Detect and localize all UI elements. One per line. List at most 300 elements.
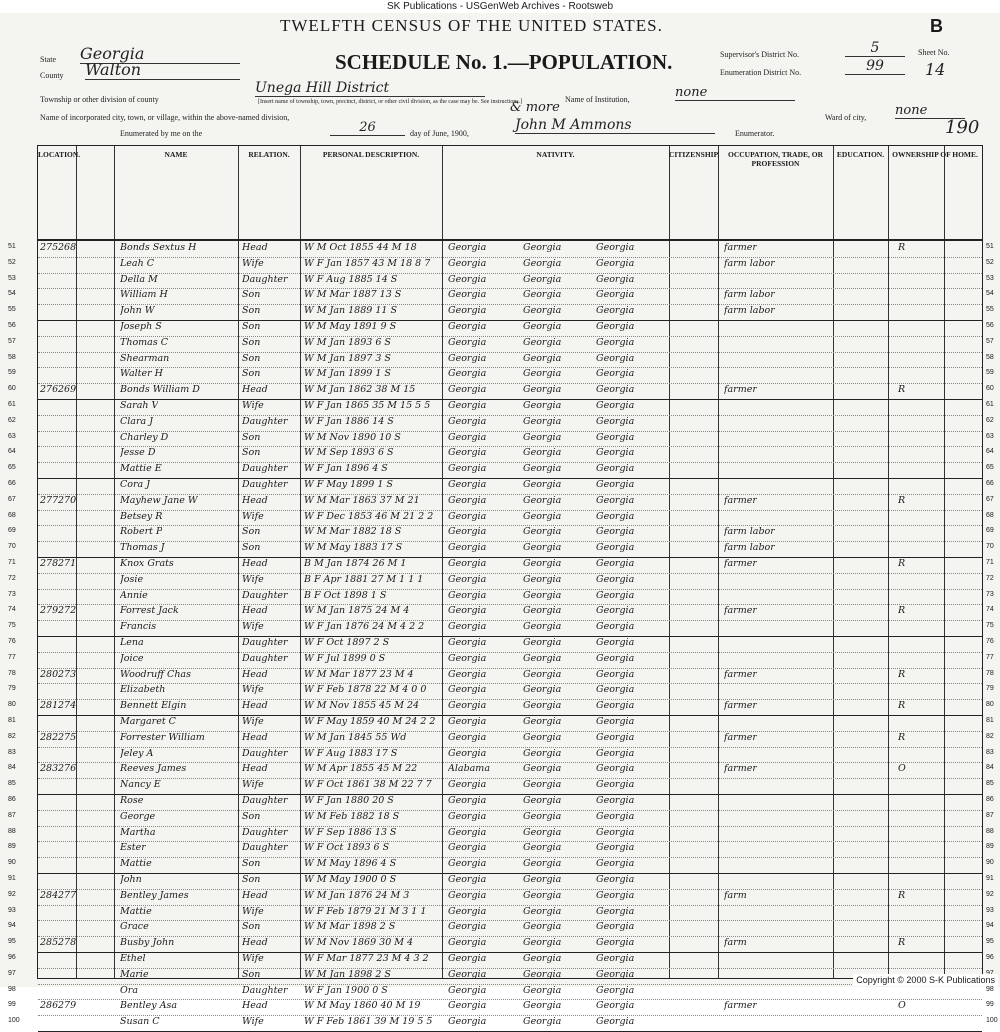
personal-description: W F Jan 1886 14 S xyxy=(304,415,394,427)
line-number: 90 xyxy=(8,859,16,867)
line-number: 64 xyxy=(8,448,16,456)
relation: Wife xyxy=(242,684,264,696)
mother-birthplace: Georgia xyxy=(596,463,635,475)
relation: Wife xyxy=(242,400,264,411)
father-birthplace: Georgia xyxy=(523,905,562,917)
relation: Daughter xyxy=(242,826,288,838)
father-birthplace: Georgia xyxy=(523,605,562,617)
father-birthplace: Georgia xyxy=(523,889,562,901)
line-number-right: 68 xyxy=(986,511,994,519)
birthplace: Georgia xyxy=(448,400,487,411)
state-value: Georgia xyxy=(80,44,240,64)
line-number: 52 xyxy=(8,258,16,266)
table-row xyxy=(8,336,994,352)
line-number-right: 73 xyxy=(986,590,994,598)
birthplace: Georgia xyxy=(448,700,487,712)
table-row xyxy=(8,541,994,557)
table-row xyxy=(8,257,994,273)
father-birthplace: Georgia xyxy=(523,321,562,332)
occupation: farm labor xyxy=(724,305,775,317)
mother-birthplace: Georgia xyxy=(596,747,635,759)
birthplace: Georgia xyxy=(448,321,487,332)
line-number: 59 xyxy=(8,369,16,377)
family-number: 274 xyxy=(58,700,77,712)
personal-description: W M May 1883 17 S xyxy=(304,542,403,554)
census-title: TWELFTH CENSUS OF THE UNITED STATES. xyxy=(280,16,663,35)
family-number: 271 xyxy=(58,558,77,569)
table-row xyxy=(8,920,994,936)
line-number-right: 76 xyxy=(986,638,994,645)
relation: Wife xyxy=(242,905,264,917)
ownership-header: OWNERSHIP OF HOME. xyxy=(892,150,978,159)
relation: Daughter xyxy=(242,479,288,490)
person-name: Thomas C xyxy=(120,336,169,348)
personal-description: W F Oct 1861 38 M 22 7 7 xyxy=(304,779,432,791)
father-birthplace: Georgia xyxy=(523,810,562,822)
personal-description: W F Mar 1877 23 M 4 3 2 xyxy=(304,953,429,964)
mother-birthplace: Georgia xyxy=(596,731,635,743)
birthplace: Georgia xyxy=(448,984,487,996)
mother-birthplace: Georgia xyxy=(596,368,635,380)
relation: Son xyxy=(242,810,261,822)
personal-description: W M Mar 1898 2 S xyxy=(304,921,396,933)
mother-birthplace: Georgia xyxy=(596,858,635,870)
mother-birthplace: Georgia xyxy=(596,842,635,854)
personal-description: W F Jan 1857 43 M 18 8 7 xyxy=(304,257,431,269)
person-name: Knox Grats xyxy=(120,558,174,569)
table-row xyxy=(8,589,994,605)
name-header: NAME xyxy=(164,150,188,159)
birthplace: Georgia xyxy=(448,637,487,648)
relation: Head xyxy=(242,605,268,617)
father-birthplace: Georgia xyxy=(523,637,562,648)
relation: Daughter xyxy=(242,652,288,664)
person-name: Bennett Elgin xyxy=(120,700,187,712)
nativity-header: NATIVITY. xyxy=(536,150,575,159)
relation: Son xyxy=(242,289,261,301)
township-label: Township or other division of county xyxy=(40,95,159,104)
state-label: State xyxy=(40,55,56,64)
mother-birthplace: Georgia xyxy=(596,479,635,490)
person-name: George xyxy=(120,810,156,822)
line-number-right: 92 xyxy=(986,890,994,898)
schedule-title: SCHEDULE No. 1.—POPULATION. xyxy=(335,50,673,74)
mother-birthplace: Georgia xyxy=(596,684,635,696)
personal-description: W M Oct 1855 44 M 18 xyxy=(304,242,417,253)
person-name: Josie xyxy=(120,573,144,585)
father-birthplace: Georgia xyxy=(523,921,562,933)
birthplace: Georgia xyxy=(448,352,487,364)
line-number: 83 xyxy=(8,748,16,756)
father-birthplace: Georgia xyxy=(523,573,562,585)
dwelling-number: 275 xyxy=(40,242,59,253)
line-number: 95 xyxy=(8,938,16,946)
table-row xyxy=(8,352,994,368)
birthplace: Georgia xyxy=(448,242,487,253)
family-number: 269 xyxy=(58,384,77,396)
father-birthplace: Georgia xyxy=(523,463,562,475)
relation: Wife xyxy=(242,779,264,791)
mother-birthplace: Georgia xyxy=(596,589,635,601)
line-number-right: 54 xyxy=(986,290,994,298)
person-name: Ester xyxy=(120,842,146,854)
mother-birthplace: Georgia xyxy=(596,542,635,554)
table-row xyxy=(8,604,994,620)
person-name: Betsey R xyxy=(120,510,163,522)
table-row xyxy=(8,747,994,763)
institution-label: Name of Institution, xyxy=(565,95,630,104)
table-row xyxy=(8,367,994,383)
birthplace: Georgia xyxy=(448,510,487,522)
table-row xyxy=(8,462,994,478)
relation: Son xyxy=(242,305,261,317)
mother-birthplace: Georgia xyxy=(596,257,635,269)
mother-birthplace: Georgia xyxy=(596,889,635,901)
birthplace: Georgia xyxy=(448,336,487,348)
person-name: Joice xyxy=(120,652,144,664)
dwelling-number: 279 xyxy=(40,605,59,617)
father-birthplace: Georgia xyxy=(523,795,562,806)
line-number: 92 xyxy=(8,890,16,898)
father-birthplace: Georgia xyxy=(523,510,562,522)
ward-value: none xyxy=(895,103,965,119)
father-birthplace: Georgia xyxy=(523,1016,562,1028)
relation: Son xyxy=(242,431,261,443)
relation: Son xyxy=(242,921,261,933)
relation: Daughter xyxy=(242,463,288,475)
line-number-right: 100 xyxy=(986,1017,998,1025)
father-birthplace: Georgia xyxy=(523,747,562,759)
father-birthplace: Georgia xyxy=(523,447,562,459)
birthplace: Georgia xyxy=(448,937,487,949)
birthplace: Georgia xyxy=(448,795,487,806)
birthplace: Georgia xyxy=(448,431,487,443)
table-row xyxy=(8,762,994,778)
personal-description: W F Oct 1897 2 S xyxy=(304,637,390,648)
relation: Head xyxy=(242,668,268,680)
line-number-right: 79 xyxy=(986,685,994,693)
person-name: William H xyxy=(120,289,168,301)
birthplace: Georgia xyxy=(448,684,487,696)
line-number: 81 xyxy=(8,717,16,724)
relation: Head xyxy=(242,494,268,506)
table-row xyxy=(8,715,994,731)
sheet-no-value: 14 xyxy=(925,60,946,79)
personal-description: W M Jan 1898 2 S xyxy=(304,968,391,980)
table-row xyxy=(8,241,994,257)
mother-birthplace: Georgia xyxy=(596,1016,635,1028)
birthplace: Alabama xyxy=(448,763,490,775)
personal-description: B M Jan 1874 26 M 1 xyxy=(304,558,407,569)
birthplace: Georgia xyxy=(448,731,487,743)
line-number: 97 xyxy=(8,969,16,977)
line-number: 57 xyxy=(8,337,16,345)
line-number-right: 61 xyxy=(986,401,994,408)
mother-birthplace: Georgia xyxy=(596,431,635,443)
mother-birthplace: Georgia xyxy=(596,652,635,664)
relation: Head xyxy=(242,763,268,775)
line-number-right: 95 xyxy=(986,938,994,946)
table-row xyxy=(8,905,994,921)
line-number-right: 85 xyxy=(986,780,994,788)
table-row xyxy=(8,557,994,573)
occupation: farm xyxy=(724,889,747,901)
relation: Son xyxy=(242,321,261,332)
mother-birthplace: Georgia xyxy=(596,273,635,285)
personal-description: W M Apr 1855 45 M 22 xyxy=(304,763,418,775)
relation: Daughter xyxy=(242,273,288,285)
birthplace: Georgia xyxy=(448,905,487,917)
line-number-right: 86 xyxy=(986,796,994,803)
table-row xyxy=(8,273,994,289)
line-number-right: 75 xyxy=(986,622,994,630)
relation: Daughter xyxy=(242,747,288,759)
father-birthplace: Georgia xyxy=(523,368,562,380)
location-header: LOCATION. xyxy=(38,150,81,159)
line-number-right: 67 xyxy=(986,495,994,503)
birthplace: Georgia xyxy=(448,842,487,854)
mother-birthplace: Georgia xyxy=(596,795,635,806)
father-birthplace: Georgia xyxy=(523,542,562,554)
birthplace: Georgia xyxy=(448,589,487,601)
relation: Son xyxy=(242,542,261,554)
personal-description: W M Jan 1845 55 Wd xyxy=(304,731,407,743)
county-label: County xyxy=(40,71,64,80)
personal-description: W M Jan 1899 1 S xyxy=(304,368,391,380)
relation: Daughter xyxy=(242,415,288,427)
person-name: Nancy E xyxy=(120,779,161,791)
mother-birthplace: Georgia xyxy=(596,921,635,933)
line-number: 61 xyxy=(8,401,16,408)
relation: Head xyxy=(242,937,268,949)
birthplace: Georgia xyxy=(448,826,487,838)
father-birthplace: Georgia xyxy=(523,874,562,885)
personal-description: W M May 1896 4 S xyxy=(304,858,397,870)
birthplace: Georgia xyxy=(448,1016,487,1028)
line-number-right: 91 xyxy=(986,875,994,882)
birthplace: Georgia xyxy=(448,953,487,964)
person-name: Annie xyxy=(120,589,148,601)
line-number-right: 59 xyxy=(986,369,994,377)
line-number-right: 62 xyxy=(986,416,994,424)
mother-birthplace: Georgia xyxy=(596,558,635,569)
table-row xyxy=(8,431,994,447)
person-name: Marie xyxy=(120,968,149,980)
table-row xyxy=(8,731,994,747)
birthplace: Georgia xyxy=(448,621,487,633)
birthplace: Georgia xyxy=(448,858,487,870)
father-birthplace: Georgia xyxy=(523,431,562,443)
table-row xyxy=(8,936,994,952)
person-name: Bentley Asa xyxy=(120,1000,177,1012)
dwelling-number: 278 xyxy=(40,558,59,569)
line-number: 75 xyxy=(8,622,16,630)
relation: Son xyxy=(242,874,261,885)
person-name: Martha xyxy=(120,826,156,838)
line-number-right: 74 xyxy=(986,606,994,614)
line-number-right: 51 xyxy=(986,243,994,250)
line-number-right: 77 xyxy=(986,653,994,661)
table-row xyxy=(8,841,994,857)
mother-birthplace: Georgia xyxy=(596,937,635,949)
occupation: farmer xyxy=(724,242,757,253)
citizenship-header: CITIZENSHIP. xyxy=(669,150,720,159)
line-number: 99 xyxy=(8,1001,16,1009)
mother-birthplace: Georgia xyxy=(596,605,635,617)
table-row xyxy=(8,984,994,1000)
line-number: 63 xyxy=(8,432,16,440)
line-number: 77 xyxy=(8,653,16,661)
father-birthplace: Georgia xyxy=(523,668,562,680)
table-row xyxy=(8,478,994,494)
line-number: 51 xyxy=(8,243,16,250)
family-number: 270 xyxy=(58,494,77,506)
home-ownership: R xyxy=(898,700,906,712)
table-row xyxy=(8,446,994,462)
occupation-header: OCCUPATION, TRADE, OR PROFESSION xyxy=(727,150,823,168)
father-birthplace: Georgia xyxy=(523,953,562,964)
father-birthplace: Georgia xyxy=(523,826,562,838)
line-number: 80 xyxy=(8,701,16,709)
birthplace: Georgia xyxy=(448,558,487,569)
line-number: 60 xyxy=(8,385,16,393)
table-row xyxy=(8,778,994,794)
mother-birthplace: Georgia xyxy=(596,400,635,411)
father-birthplace: Georgia xyxy=(523,558,562,569)
table-row xyxy=(8,383,994,399)
occupation: farmer xyxy=(724,763,757,775)
home-ownership: R xyxy=(898,731,906,743)
personal-description: W M Sep 1893 6 S xyxy=(304,447,394,459)
relation: Wife xyxy=(242,953,264,964)
personal-description: W F May 1859 40 M 24 2 2 xyxy=(304,716,436,727)
relation-header: RELATION. xyxy=(248,150,290,159)
father-birthplace: Georgia xyxy=(523,842,562,854)
mother-birthplace: Georgia xyxy=(596,779,635,791)
line-number-right: 90 xyxy=(986,859,994,867)
mother-birthplace: Georgia xyxy=(596,668,635,680)
personal-description: W M Nov 1890 10 S xyxy=(304,431,401,443)
personal-header: PERSONAL DESCRIPTION. xyxy=(322,150,420,159)
line-number: 67 xyxy=(8,495,16,503)
birthplace: Georgia xyxy=(448,494,487,506)
mother-birthplace: Georgia xyxy=(596,984,635,996)
mother-birthplace: Georgia xyxy=(596,415,635,427)
education-header: EDUCATION. xyxy=(836,150,885,159)
personal-description: W F Oct 1893 6 S xyxy=(304,842,390,854)
birthplace: Georgia xyxy=(448,305,487,317)
browser-title-bar xyxy=(0,0,1000,13)
mother-birthplace: Georgia xyxy=(596,905,635,917)
relation: Son xyxy=(242,858,261,870)
family-number: 275 xyxy=(58,731,77,743)
table-row xyxy=(8,652,994,668)
family-number: 276 xyxy=(58,763,77,775)
line-number-right: 64 xyxy=(986,448,994,456)
enumeration-value: 99 xyxy=(845,58,905,75)
father-birthplace: Georgia xyxy=(523,273,562,285)
father-birthplace: Georgia xyxy=(523,1000,562,1012)
birthplace: Georgia xyxy=(448,479,487,490)
mother-birthplace: Georgia xyxy=(596,1000,635,1012)
institution-value: none xyxy=(675,85,795,101)
mother-birthplace: Georgia xyxy=(596,573,635,585)
copyright-notice: Copyright © 2000 S-K Publications xyxy=(853,974,998,986)
home-ownership: R xyxy=(898,605,906,617)
enumerated-label: Enumerated by me on the xyxy=(120,129,203,138)
dwelling-number: 281 xyxy=(40,700,59,712)
table-row xyxy=(8,952,994,968)
line-number-right: 88 xyxy=(986,827,994,835)
relation: Head xyxy=(242,242,268,253)
line-number: 91 xyxy=(8,875,16,882)
line-number: 86 xyxy=(8,796,16,803)
personal-description: W F Aug 1883 17 S xyxy=(304,747,398,759)
relation: Son xyxy=(242,336,261,348)
table-row xyxy=(8,415,994,431)
line-number: 78 xyxy=(8,669,16,677)
line-number-right: 72 xyxy=(986,574,994,582)
birthplace: Georgia xyxy=(448,384,487,396)
line-number-right: 99 xyxy=(986,1001,994,1009)
line-number: 98 xyxy=(8,985,16,993)
table-row xyxy=(8,494,994,510)
person-name: Mattie xyxy=(120,905,152,917)
birthplace: Georgia xyxy=(448,463,487,475)
birthplace: Georgia xyxy=(448,257,487,269)
line-number-right: 80 xyxy=(986,701,994,709)
person-name: Jeley A xyxy=(120,747,154,759)
line-number: 53 xyxy=(8,274,16,282)
relation: Son xyxy=(242,968,261,980)
line-number-right: 53 xyxy=(986,274,994,282)
person-name: Reeves James xyxy=(120,763,187,775)
dwelling-number: 285 xyxy=(40,937,59,949)
line-number-right: 78 xyxy=(986,669,994,677)
relation: Wife xyxy=(242,1016,264,1028)
personal-description: W M Nov 1869 30 M 4 xyxy=(304,937,414,949)
person-name: Charley D xyxy=(120,431,169,443)
relation: Daughter xyxy=(242,589,288,601)
occupation: farmer xyxy=(724,494,757,506)
father-birthplace: Georgia xyxy=(523,968,562,980)
table-row xyxy=(8,320,994,336)
father-birthplace: Georgia xyxy=(523,384,562,396)
personal-description: W M Mar 1877 23 M 4 xyxy=(304,668,414,680)
personal-description: W M Mar 1882 18 S xyxy=(304,526,402,538)
mother-birthplace: Georgia xyxy=(596,447,635,459)
father-birthplace: Georgia xyxy=(523,336,562,348)
line-number-right: 71 xyxy=(986,559,994,566)
family-number: 278 xyxy=(58,937,77,949)
home-ownership: R xyxy=(898,494,906,506)
home-ownership: O xyxy=(898,1000,906,1012)
relation: Wife xyxy=(242,621,264,633)
person-name: Joseph S xyxy=(120,321,162,332)
line-number-right: 56 xyxy=(986,322,994,329)
person-name: Ora xyxy=(120,984,138,996)
enumeration-label: Enumeration District No. xyxy=(720,68,802,77)
person-name: Walter H xyxy=(120,368,163,380)
relation: Wife xyxy=(242,510,264,522)
line-number: 88 xyxy=(8,827,16,835)
personal-description: B F Oct 1898 1 S xyxy=(304,589,387,601)
home-ownership: R xyxy=(898,242,906,253)
father-birthplace: Georgia xyxy=(523,716,562,727)
father-birthplace: Georgia xyxy=(523,242,562,253)
line-number: 71 xyxy=(8,559,16,566)
home-ownership: R xyxy=(898,937,906,949)
